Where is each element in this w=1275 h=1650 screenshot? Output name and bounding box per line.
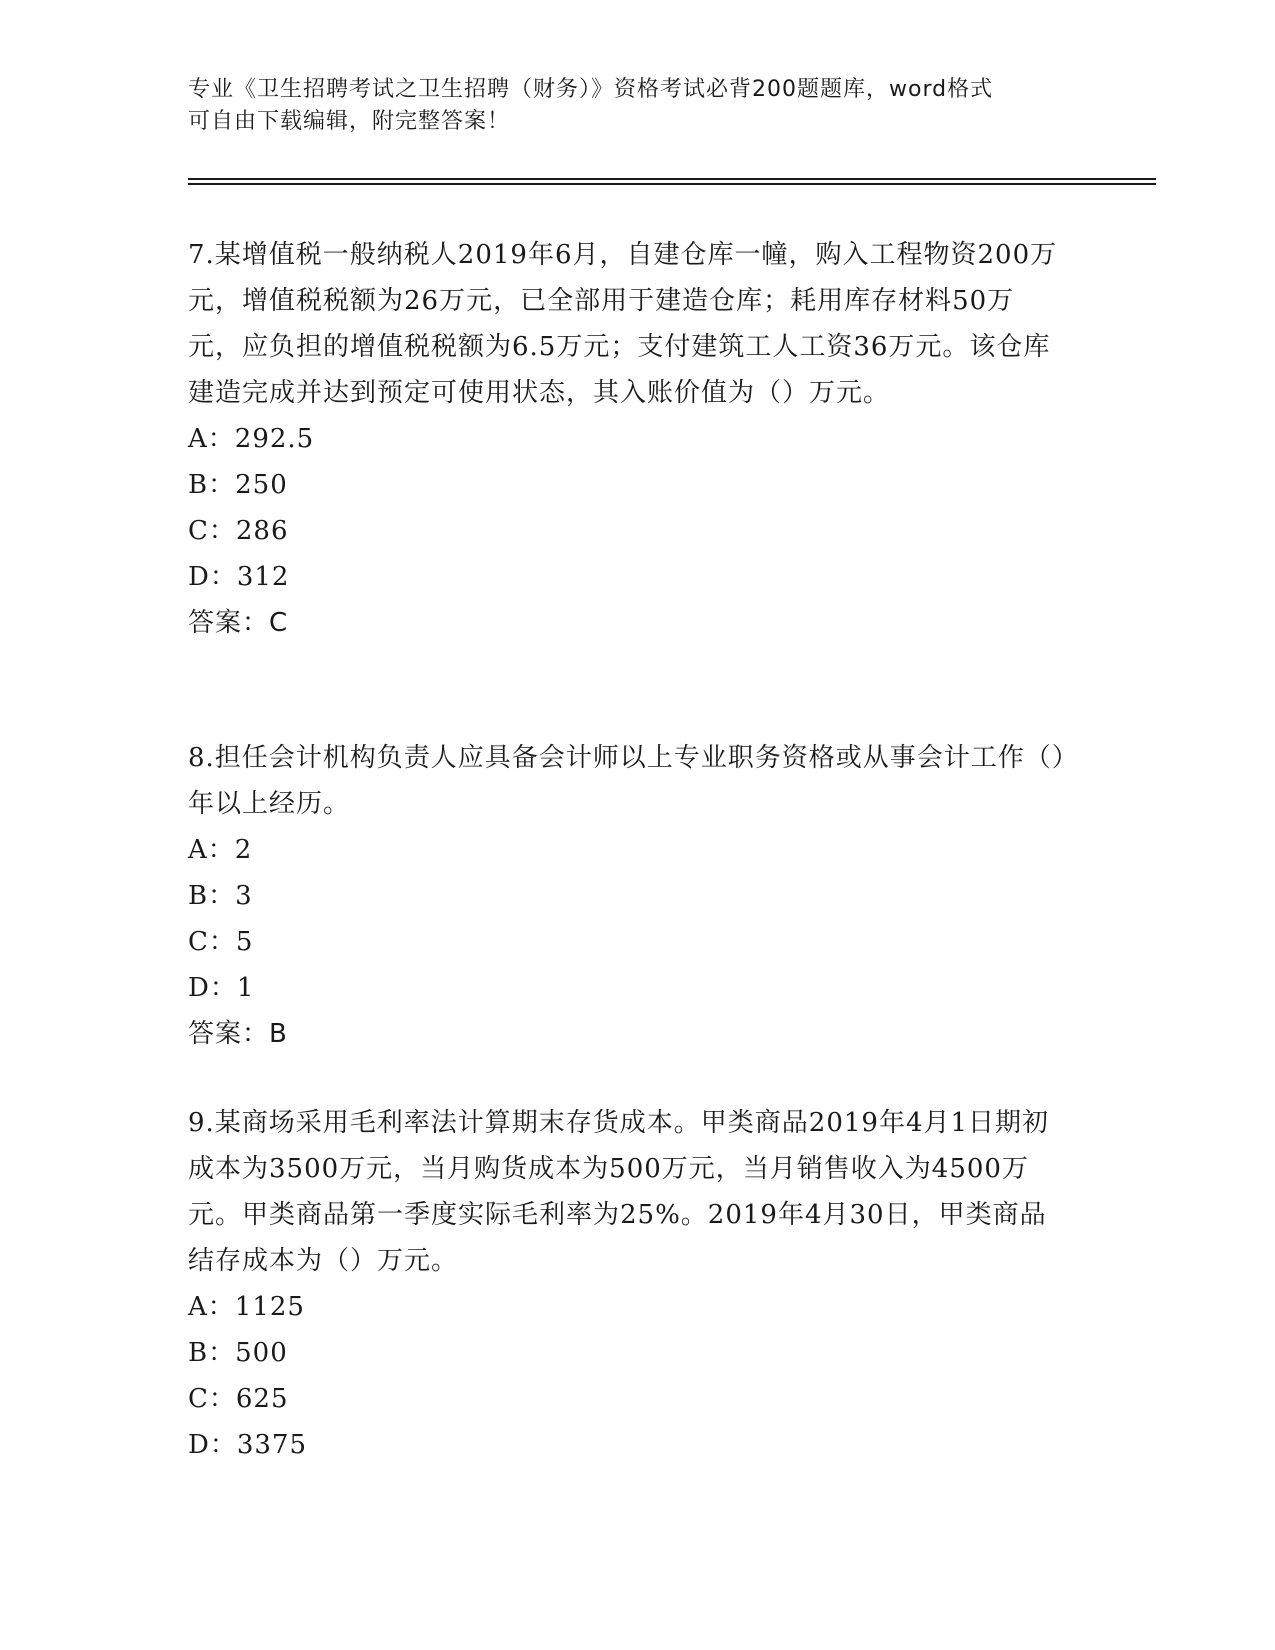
question-7 (188, 232, 1068, 646)
option-d: D：3375 (188, 1430, 308, 1460)
header-line-1: 专业《卫生招聘考试之卫生招聘（财务）》资格考试必背200题题库，word格式 (188, 77, 994, 102)
question-text: 9.某商场采用毛利率法计算期末存货成本。甲类商品2019年4月1日期初成本为3500万元，当月购货成本为500万元，当月销售收入为4500万元。甲类商品第一季度实际毛利率为25%。2019年4月30日，甲类商品结存成本为（）万元。 (188, 1108, 1050, 1276)
header-divider-bottom (188, 183, 1156, 185)
option-a: A：1125 (188, 1292, 305, 1322)
question-8 (188, 735, 1068, 1057)
option-d: D：1 (188, 973, 255, 1003)
option-b: B：3 (188, 881, 253, 911)
option-c: C：5 (188, 927, 254, 957)
question-9 (188, 1100, 1068, 1468)
answer: 答案：B (188, 1019, 288, 1049)
header-line-2: 可自由下载编辑，附完整答案！ (188, 109, 511, 134)
option-a: A：292.5 (188, 424, 315, 454)
document-header (188, 74, 1078, 138)
question-text: 8.担任会计机构负责人应具备会计师以上专业职务资格或从事会计工作（）年以上经历。 (188, 743, 1066, 819)
option-b: B：250 (188, 470, 288, 500)
option-c: C：286 (188, 516, 289, 546)
option-b: B：500 (188, 1338, 288, 1368)
answer: 答案：C (188, 608, 289, 638)
option-a: A：2 (188, 835, 253, 865)
option-d: D：312 (188, 562, 290, 592)
question-text: 7.某增值税一般纳税人2019年6月，自建仓库一幢，购入工程物资200万元，增值税税额为26万元，已全部用于建造仓库；耗用库存材料50万元，应负担的增值税税额为6.5万元；支付建筑工人工资36万元。该仓库建造完成并达到预定可使用状态，其入账价值为（）万元。 (188, 240, 1058, 408)
header-divider-top (188, 178, 1156, 180)
option-c: C：625 (188, 1384, 289, 1414)
